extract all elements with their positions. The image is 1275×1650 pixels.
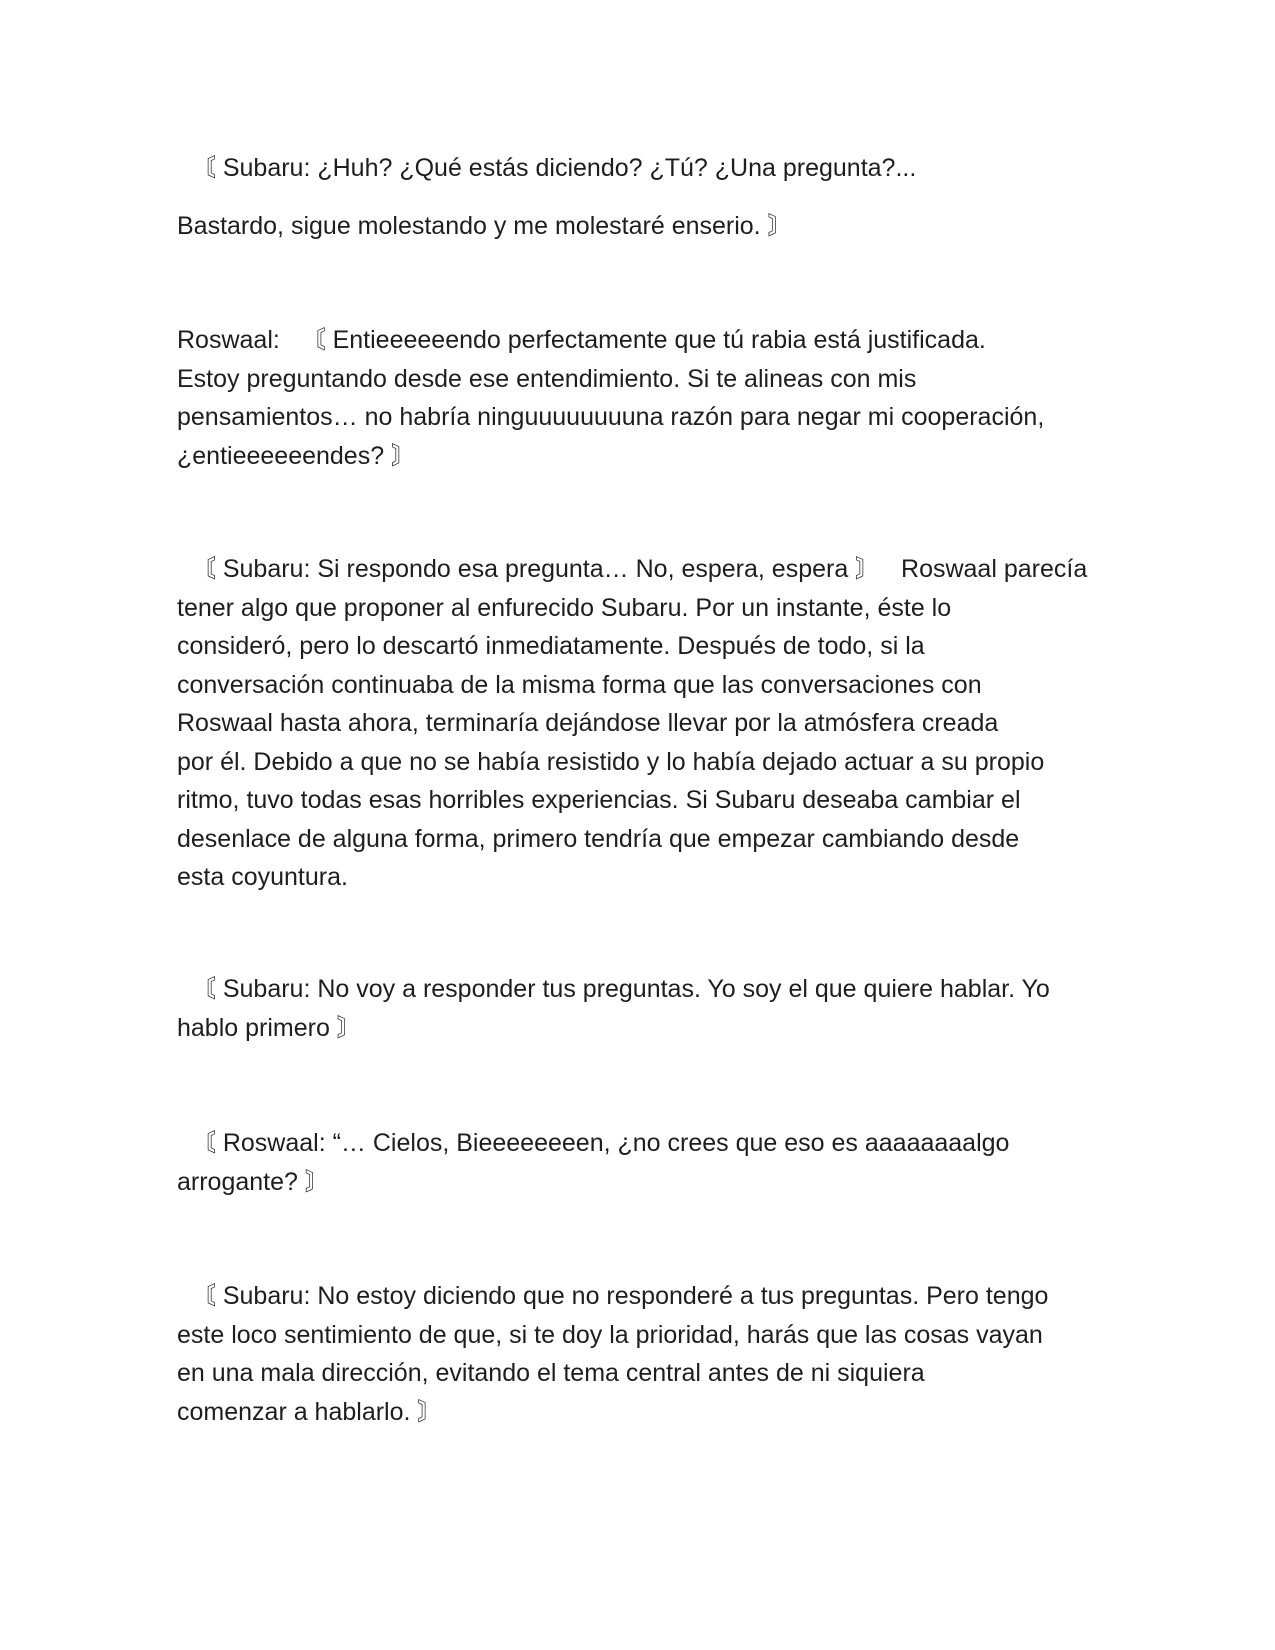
- text-line: conversación continuaba de la misma forma que las conversaciones con: [177, 670, 982, 699]
- text-line: 〘 Roswaal: “… Cielos, Bieeeeeeeen, ¿no crees que eso es aaaaaaaalgo: [177, 1129, 1010, 1157]
- paragraph-subaru-priority: [177, 1277, 1117, 1431]
- text-line: desenlace de alguna forma, primero tendría que empezar cambiando desde: [177, 824, 1020, 853]
- text-line: Bastardo, sigue molestando y me molestaré enserio. 〙: [177, 212, 793, 240]
- text-line: Estoy preguntando desde ese entendimiento. Si te alineas con mis: [177, 364, 917, 393]
- text-line: Roswaal: 〘 Entieeeeeendo perfectamente que tú rabia está justificada.: [177, 326, 986, 354]
- paragraph-subaru-narration: [177, 550, 1117, 897]
- text-line: 〘 Subaru: No estoy diciendo que no responderé a tus preguntas. Pero tengo: [177, 1282, 1049, 1310]
- paragraph-subaru-speaks-first: [177, 970, 1117, 1047]
- text-line: comenzar a hablarlo. 〙: [177, 1397, 443, 1426]
- text-line: esta coyuntura.: [177, 863, 348, 891]
- paragraph-subaru-threat: [177, 207, 1117, 246]
- text-line: este loco sentimiento de que, si te doy la prioridad, harás que las cosas vayan: [177, 1320, 1043, 1349]
- text-line: 〘 Subaru: Si respondo esa pregunta… No, espera, espera 〙 Roswaal parecía: [177, 555, 1088, 583]
- text-line: hablo primero 〙: [177, 1013, 362, 1042]
- text-line: 〘 Subaru: No voy a responder tus preguntas. Yo soy el que quiere hablar. Yo: [177, 975, 1050, 1003]
- text-line: Roswaal hasta ahora, terminaría dejándose llevar por la atmósfera creada: [177, 709, 999, 737]
- text-line: ¿entieeeeeendes? 〙: [177, 441, 417, 470]
- text-line: en una mala dirección, evitando el tema central antes de ni siquiera: [177, 1359, 925, 1387]
- text-line: ritmo, tuvo todas esas horribles experiencias. Si Subaru deseaba cambiar el: [177, 786, 1021, 814]
- text-line: 〘 Subaru: ¿Huh? ¿Qué estás diciendo? ¿Tú? ¿Una pregunta?...: [177, 154, 917, 182]
- text-line: tener algo que proponer al enfurecido Subaru. Por un instante, éste lo: [177, 593, 952, 622]
- text-line: pensamientos… no habría ninguuuuuuuuna razón para negar mi cooperación,: [177, 403, 1045, 431]
- paragraph-subaru-question: [177, 149, 1117, 188]
- text-line: arrogante? 〙: [177, 1167, 330, 1196]
- text-line: por él. Debido a que no se había resistido y lo había dejado actuar a su propio: [177, 747, 1045, 776]
- paragraph-roswaal-understanding: [177, 321, 1117, 475]
- text-line: consideró, pero lo descartó inmediatamente. Después de todo, si la: [177, 632, 925, 660]
- paragraph-roswaal-arrogant: [177, 1124, 1117, 1201]
